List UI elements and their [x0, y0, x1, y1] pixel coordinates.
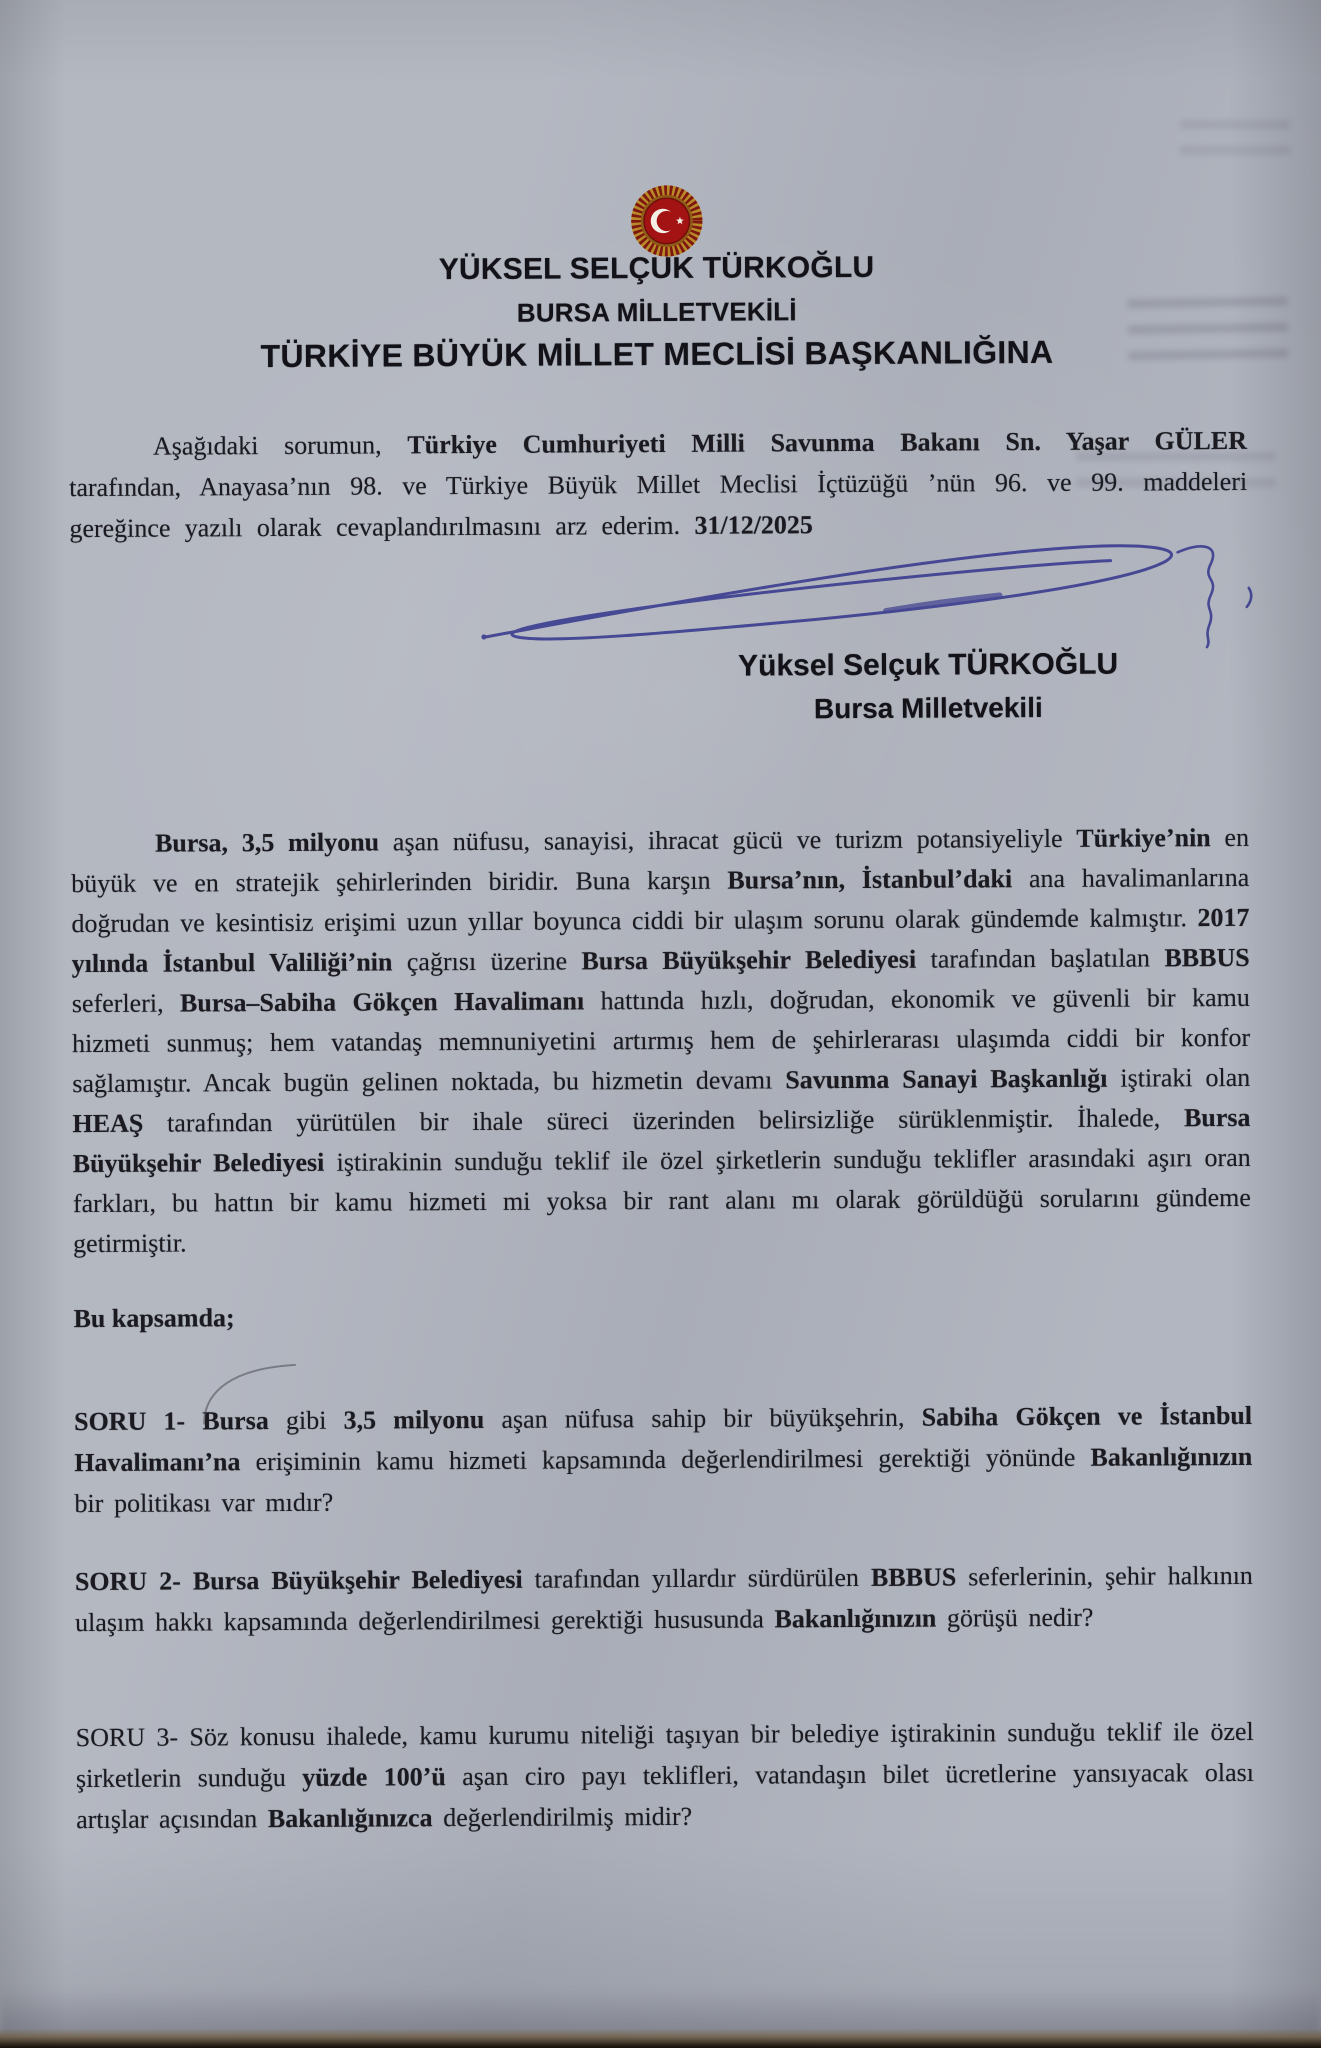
- scope-line: Bu kapsamda;: [73, 1303, 235, 1334]
- stray-pen-mark: [196, 1358, 306, 1431]
- scan-edge-band: [0, 2028, 1321, 2048]
- question-1: SORU 1- Bursa gibi 3,5 milyonu aşan nüfusa sahip bir büyükşehrin, Sabiha Gökçen ve İstanbul Havalimanı’na erişiminin kamu hizmeti kapsamında değerlendirilmesi gerektiği yönünde Bakanlığınızın bir politikası var mıdır?: [73, 1400, 1253, 1519]
- body-paragraph: Bursa, 3,5 milyonu aşan nüfusu, sanayisi, ihracat gücü ve turizm potansiyeliyle Türkiye’nin en büyük ve en stratejik şehirlerinden biridir. Buna karşın Bursa’nın, İstanbul’daki ana havalimanlarına doğrudan ve kesintisiz erişimi uzun yıllar boyunca ciddi bir ulaşım sorunu olarak gündemde kalmıştır. 2017 yılında İstanbul Valiliği’nin çağrısı üzerine Bursa Büyükşehir Belediyesi tarafından başlatılan BBBUS seferleri, Bursa–Sabiha Gökçen Havalimanı hattında hızlı, doğrudan, ekonomik ve güvenli bir kamu hizmeti sunmuş; hem vatandaş memnuniyetini artırmış hem de şehirlerarası ulaşımda ciddi bir konfor sağlamıştır. Ancak bugün gelinen noktada, bu hizmetin devamı Savunma Sanayi Başkanlığı iştiraki olan HEAŞ tarafından yürütülen bir ihale süreci üzerinden belirsizliğe sürüklenmiştir. İhalede, Bursa Büyükşehir Belediyesi iştirakinin sunduğu teklif ile özel şirketlerin sunduğu teklifler arasındaki aşırı oran farkları, bu hattın bir kamu hizmeti mi yoksa bir rant alanı mı olarak görüldüğü sorularını gündeme getirmiştir.: [71, 822, 1251, 1259]
- addressee-heading: TÜRKİYE BÜYÜK MİLLET MECLİSİ BAŞKANLIĞINA: [260, 333, 1054, 375]
- tbmm-seal-icon: [628, 182, 706, 260]
- signature-name: Yüksel Selçuk TÜRKOĞLU: [737, 647, 1119, 683]
- deputy-title-heading: BURSA MİLLETVEKİLİ: [516, 296, 797, 328]
- deputy-name-heading: YÜKSEL SELÇUK TÜRKOĞLU: [438, 250, 875, 287]
- question-2: SORU 2- Bursa Büyükşehir Belediyesi tarafından yıllardır sürdürülen BBBUS seferlerinin, şehir halkının ulaşım hakkı kapsamında değerlendirilmesi gerektiği hususunda Bakanlığınızın görüşü nedir?: [74, 1560, 1253, 1638]
- signature-title: Bursa Milletvekili: [813, 691, 1043, 725]
- question-3: SORU 3- Söz konusu ihalede, kamu kurumu niteliği taşıyan bir belediye iştirakinin sunduğu teklif ile özel şirketlerin sunduğu yüzde 100’ü aşan ciro payı teklifleri, vatandaşın bilet ücretlerine yansıyacak olası artışlar açısından Bakanlığınızca değerlendirilmiş midir?: [75, 1716, 1255, 1835]
- intro-paragraph: Aşağıdaki sorumun, Türkiye Cumhuriyeti Milli Savunma Bakanı Sn. Yaşar GÜLER tarafından, Anayasa’nın 98. ve Türkiye Büyük Millet Meclisi İçtüzüğü ’nün 96. ve 99. maddeleri gereğince yazılı olarak cevaplandırılmasını arz ederim. 31/12/2025: [69, 425, 1248, 544]
